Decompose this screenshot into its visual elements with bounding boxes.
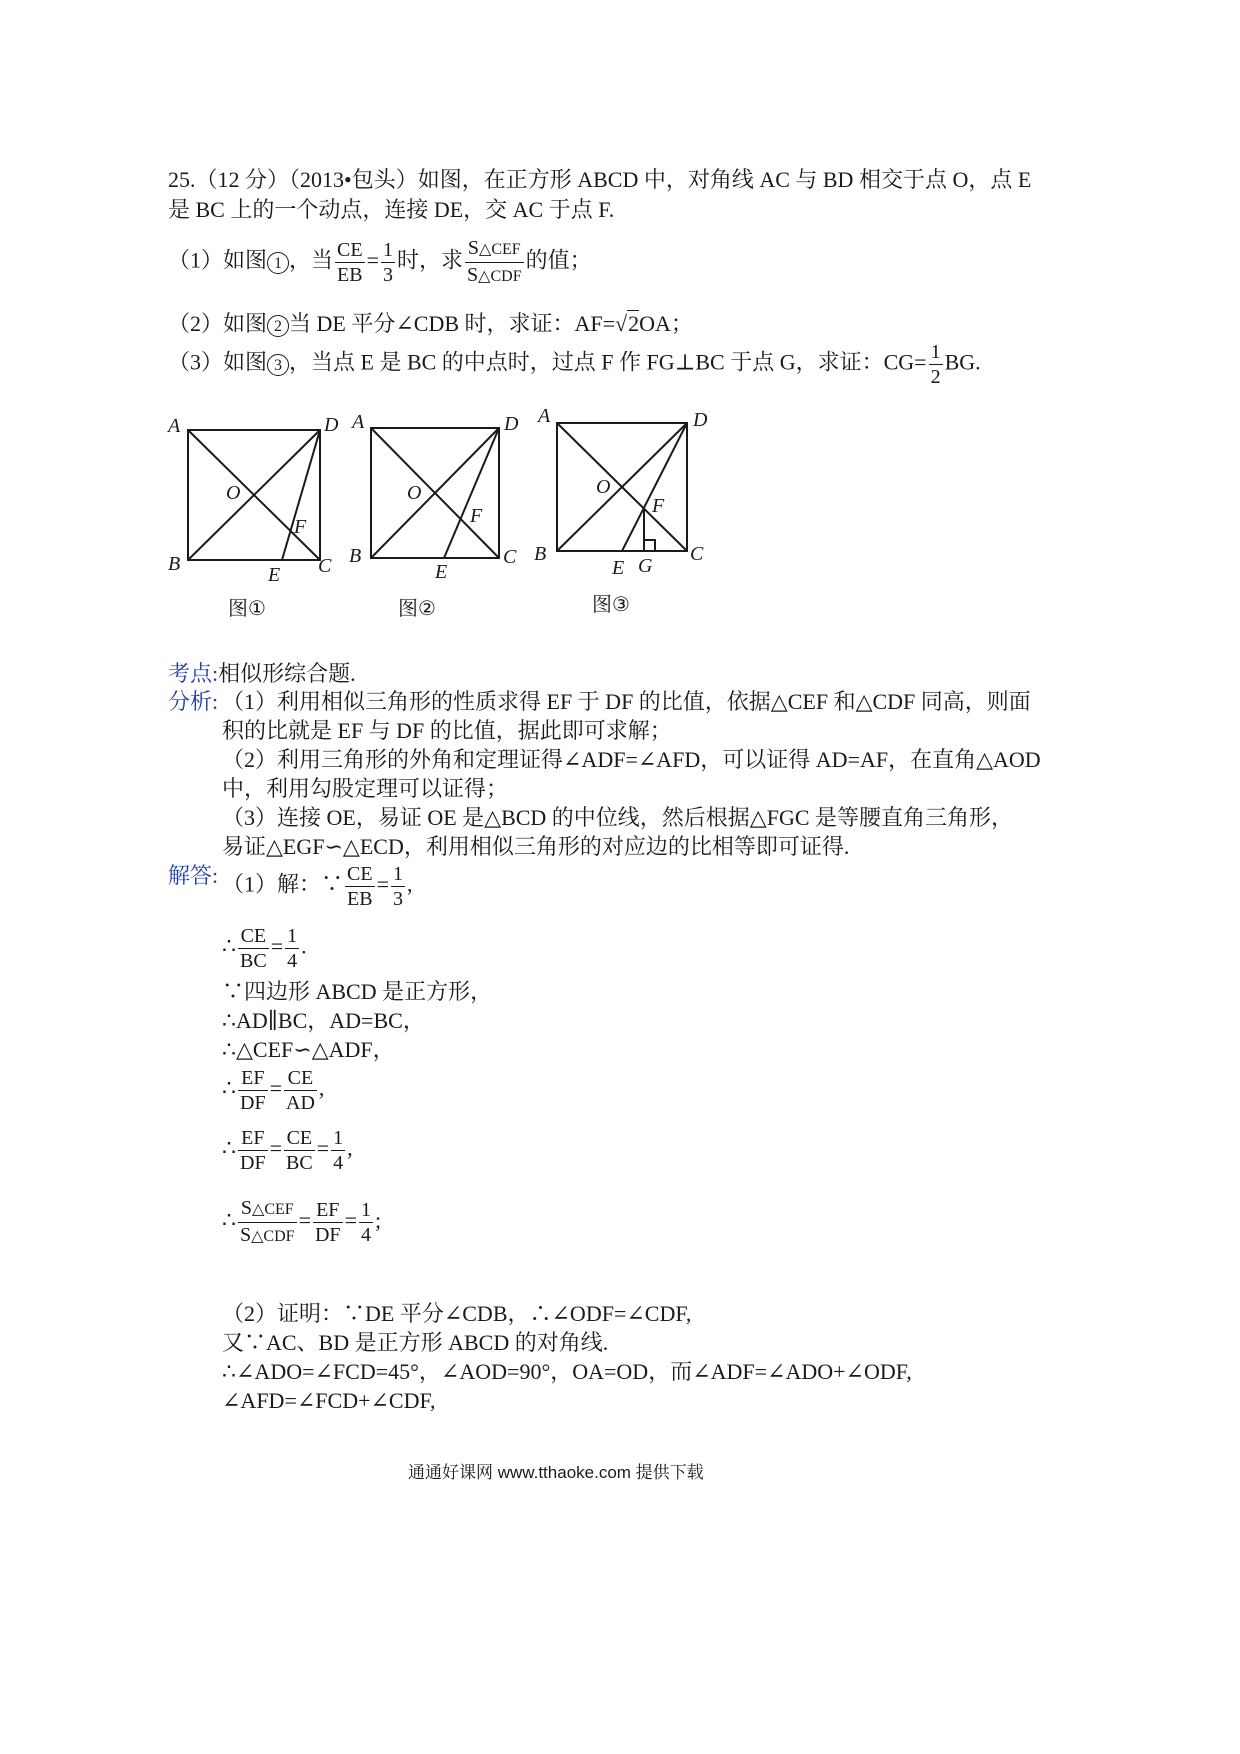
label-a: A (352, 411, 365, 433)
q1-mid2: 时，求 (397, 247, 464, 273)
label-e: E (268, 564, 281, 586)
figure-2-caption: 图② (398, 598, 436, 620)
label-c: C (318, 555, 332, 577)
figure-1-caption: 图① (228, 598, 266, 620)
solution-step-8 (222, 1196, 381, 1249)
frac-numerator: 1 (930, 341, 941, 363)
figure-1-diagram (188, 430, 320, 560)
fraction (313, 1198, 343, 1247)
label-c: C (503, 546, 517, 568)
step-prefix: （1）解：∵ (222, 871, 344, 897)
figure-3-caption: 图③ (592, 594, 630, 616)
step-end: , (407, 871, 413, 897)
problem-line-2: 是 BC 上的一个动点，连接 DE，交 AC 于点 F. (168, 197, 615, 222)
analysis-line-3a: （3）连接 OE，易证 OE 是△BCD 的中位线，然后根据△FGC 是等腰直角三角形， (222, 805, 1014, 830)
circled-number-3: 3 (267, 354, 289, 376)
frac-numerator: CE (347, 863, 373, 885)
solution-step-3: ∵四边形 ABCD 是正方形， (222, 979, 493, 1004)
frac-numerator: 1 (287, 925, 298, 947)
q3-suffix: BG. (944, 349, 981, 375)
frac-denominator: EB (347, 888, 373, 910)
label-e: E (612, 557, 625, 579)
label-o: O (226, 482, 241, 504)
frac-denominator: 3 (383, 264, 394, 286)
label-d: D (693, 409, 708, 431)
label-g: G (638, 555, 653, 577)
frac-denominator: S (240, 1224, 252, 1246)
fraction (238, 1066, 268, 1115)
frac-denominator: DF (240, 1152, 266, 1174)
problem-line-1: 25.（12 分）（2013•包头）如图，在正方形 ABCD 中，对角线 AC 与 BD 相交于点 O，点 E (168, 167, 1032, 192)
label-a: A (168, 415, 181, 437)
analysis-line-3b: 易证△EGF∽△ECD，利用相似三角形的对应边的比相等即可证得. (222, 834, 850, 859)
solution-step-1 (222, 862, 413, 911)
solution-step-7 (222, 1126, 353, 1175)
frac-denominator: AD (286, 1092, 315, 1114)
q2-suffix: OA； (639, 311, 693, 336)
q2-prefix: （2）如图 (168, 311, 268, 336)
equals-sign: = (316, 1135, 330, 1161)
frac-numerator-sub: △CEF (252, 1201, 294, 1218)
label-a: A (538, 405, 551, 427)
frac-numerator: S (467, 237, 480, 259)
kaodian-text: 相似形综合题. (218, 661, 356, 686)
q3-mid: ，当点 E 是 BC 的中点时，过点 F 作 FG⊥BC 于点 G，求证：CG= (289, 349, 927, 375)
label-b: B (349, 545, 362, 567)
circled-number-1: 1 (267, 252, 289, 274)
frac-numerator: 1 (360, 1199, 371, 1221)
label-o: O (596, 476, 611, 498)
q2-mid: 当 DE 平分∠CDB 时，求证：AF= (289, 311, 616, 336)
segment-de (444, 428, 499, 558)
footer-watermark: 通通好课网 www.tthaoke.com 提供下载 (408, 1463, 704, 1482)
frac-numerator: EF (238, 1126, 268, 1151)
analysis-line-1b: 积的比就是 EF 与 DF 的比值，据此即可求解； (222, 718, 672, 743)
fraction (285, 924, 299, 973)
fraction (238, 924, 269, 973)
equals-sign: = (269, 1075, 282, 1101)
sqrt-content: 2 (628, 311, 640, 336)
frac-denominator: BC (286, 1152, 313, 1174)
label-b: B (534, 543, 547, 565)
frac-denominator: EB (337, 264, 363, 286)
therefore-symbol: ∴ (222, 1207, 236, 1233)
q1-fraction-1-3 (381, 238, 395, 287)
label-d: D (324, 414, 339, 436)
frac-denominator: 4 (360, 1224, 371, 1246)
analysis-line-1a: （1）利用相似三角形的性质求得 EF 于 DF 的比值，依据△CEF 和△CDF 同高，则面 (222, 689, 1031, 714)
frac-numerator: EF (313, 1198, 343, 1223)
frac-numerator: CE (284, 1126, 315, 1151)
frac-denominator: 4 (287, 950, 298, 972)
q1-suffix: 的值； (525, 247, 592, 273)
q3-fraction-1-2 (929, 340, 943, 389)
solution-step-2 (222, 924, 307, 973)
frac-denominator: S (467, 264, 479, 286)
fraction (345, 862, 375, 911)
solution-step-4: ∴AD∥BC，AD=BC， (222, 1008, 425, 1033)
q1-fraction-ce-eb (335, 238, 365, 287)
equals-sign: = (270, 933, 284, 959)
frac-denominator: DF (314, 1224, 341, 1246)
frac-denominator: 3 (393, 888, 403, 910)
label-f: F (470, 505, 483, 527)
figure-3-diagram (557, 423, 687, 551)
label-f: F (294, 516, 307, 538)
equals-sign: = (376, 871, 389, 897)
fraction (331, 1126, 345, 1175)
question-2 (168, 310, 693, 338)
frac-numerator: 1 (383, 239, 394, 261)
q1-mid1: ，当 (289, 247, 334, 273)
proof-line-2: 又∵AC、BD 是正方形 ABCD 的对角线. (222, 1330, 609, 1355)
fraction (284, 1126, 315, 1175)
right-angle-mark (644, 540, 655, 551)
jieda-label: 解答: (168, 863, 219, 888)
proof-line-4: ∠AFD=∠FCD+∠CDF, (222, 1388, 436, 1413)
fenxi-label: 分析: (168, 689, 219, 714)
label-b: B (168, 553, 181, 575)
frac-denominator-sub: △CDF (251, 1228, 295, 1245)
label-d: D (504, 413, 519, 435)
therefore-symbol: ∴ (222, 1135, 236, 1161)
solution-step-6 (222, 1066, 324, 1115)
question-3 (168, 340, 981, 389)
frac-numerator: CE (337, 239, 363, 261)
frac-numerator: 1 (333, 1127, 344, 1149)
segment-de (622, 423, 687, 551)
q1-prefix: （1）如图 (168, 247, 268, 273)
solution-step-5: ∴△CEF∽△ADF， (222, 1037, 395, 1062)
step-end: , (347, 1135, 353, 1161)
step-end: , (318, 1075, 325, 1101)
frac-numerator: CE (284, 1066, 317, 1091)
therefore-symbol: ∴ (222, 933, 236, 959)
equals-sign: = (298, 1207, 311, 1233)
label-f: F (652, 495, 665, 517)
fraction (391, 862, 405, 911)
frac-numerator: 1 (393, 863, 403, 885)
frac-denominator: BC (240, 950, 267, 972)
step-end: . (301, 933, 307, 959)
label-e: E (435, 561, 448, 583)
equals-sign: = (366, 247, 380, 273)
q1-fraction-area (465, 236, 524, 289)
sqrt-symbol: √ (615, 311, 628, 336)
question-1 (168, 236, 592, 289)
q3-prefix: （3）如图 (168, 349, 268, 375)
equals-sign: = (269, 1135, 282, 1161)
fraction (238, 1126, 268, 1175)
frac-numerator: S (240, 1197, 253, 1219)
fraction-area (238, 1196, 297, 1249)
fraction (359, 1198, 373, 1247)
step-end: ; (374, 1207, 382, 1233)
therefore-symbol: ∴ (222, 1075, 236, 1101)
equals-sign: = (344, 1207, 357, 1233)
figure-2-diagram (371, 428, 499, 558)
analysis-line-2a: （2）利用三角形的外角和定理证得∠ADF=∠AFD，可以证得 AD=AF，在直角△AOD (222, 747, 1041, 772)
circled-number-2: 2 (267, 315, 289, 337)
frac-numerator: EF (238, 1066, 268, 1091)
proof-line-3: ∴∠ADO=∠FCD=45°，∠AOD=90°，OA=OD，而∠ADF=∠ADO+∠ODF, (222, 1359, 912, 1384)
frac-denominator: 4 (333, 1152, 344, 1174)
frac-denominator: 2 (930, 366, 941, 388)
frac-denominator-sub: △CDF (478, 268, 522, 285)
frac-numerator: CE (238, 924, 269, 949)
proof-line-1: （2）证明：∵DE 平分∠CDB，∴∠ODF=∠CDF, (222, 1301, 692, 1326)
frac-numerator-sub: △CEF (479, 241, 521, 258)
analysis-line-2b: 中，利用勾股定理可以证得； (222, 776, 509, 801)
kaodian-row (168, 660, 356, 688)
kaodian-label: 考点: (168, 661, 219, 686)
frac-denominator: DF (240, 1092, 266, 1114)
label-c: C (690, 543, 704, 565)
label-o: O (407, 482, 422, 504)
fraction (284, 1066, 317, 1115)
